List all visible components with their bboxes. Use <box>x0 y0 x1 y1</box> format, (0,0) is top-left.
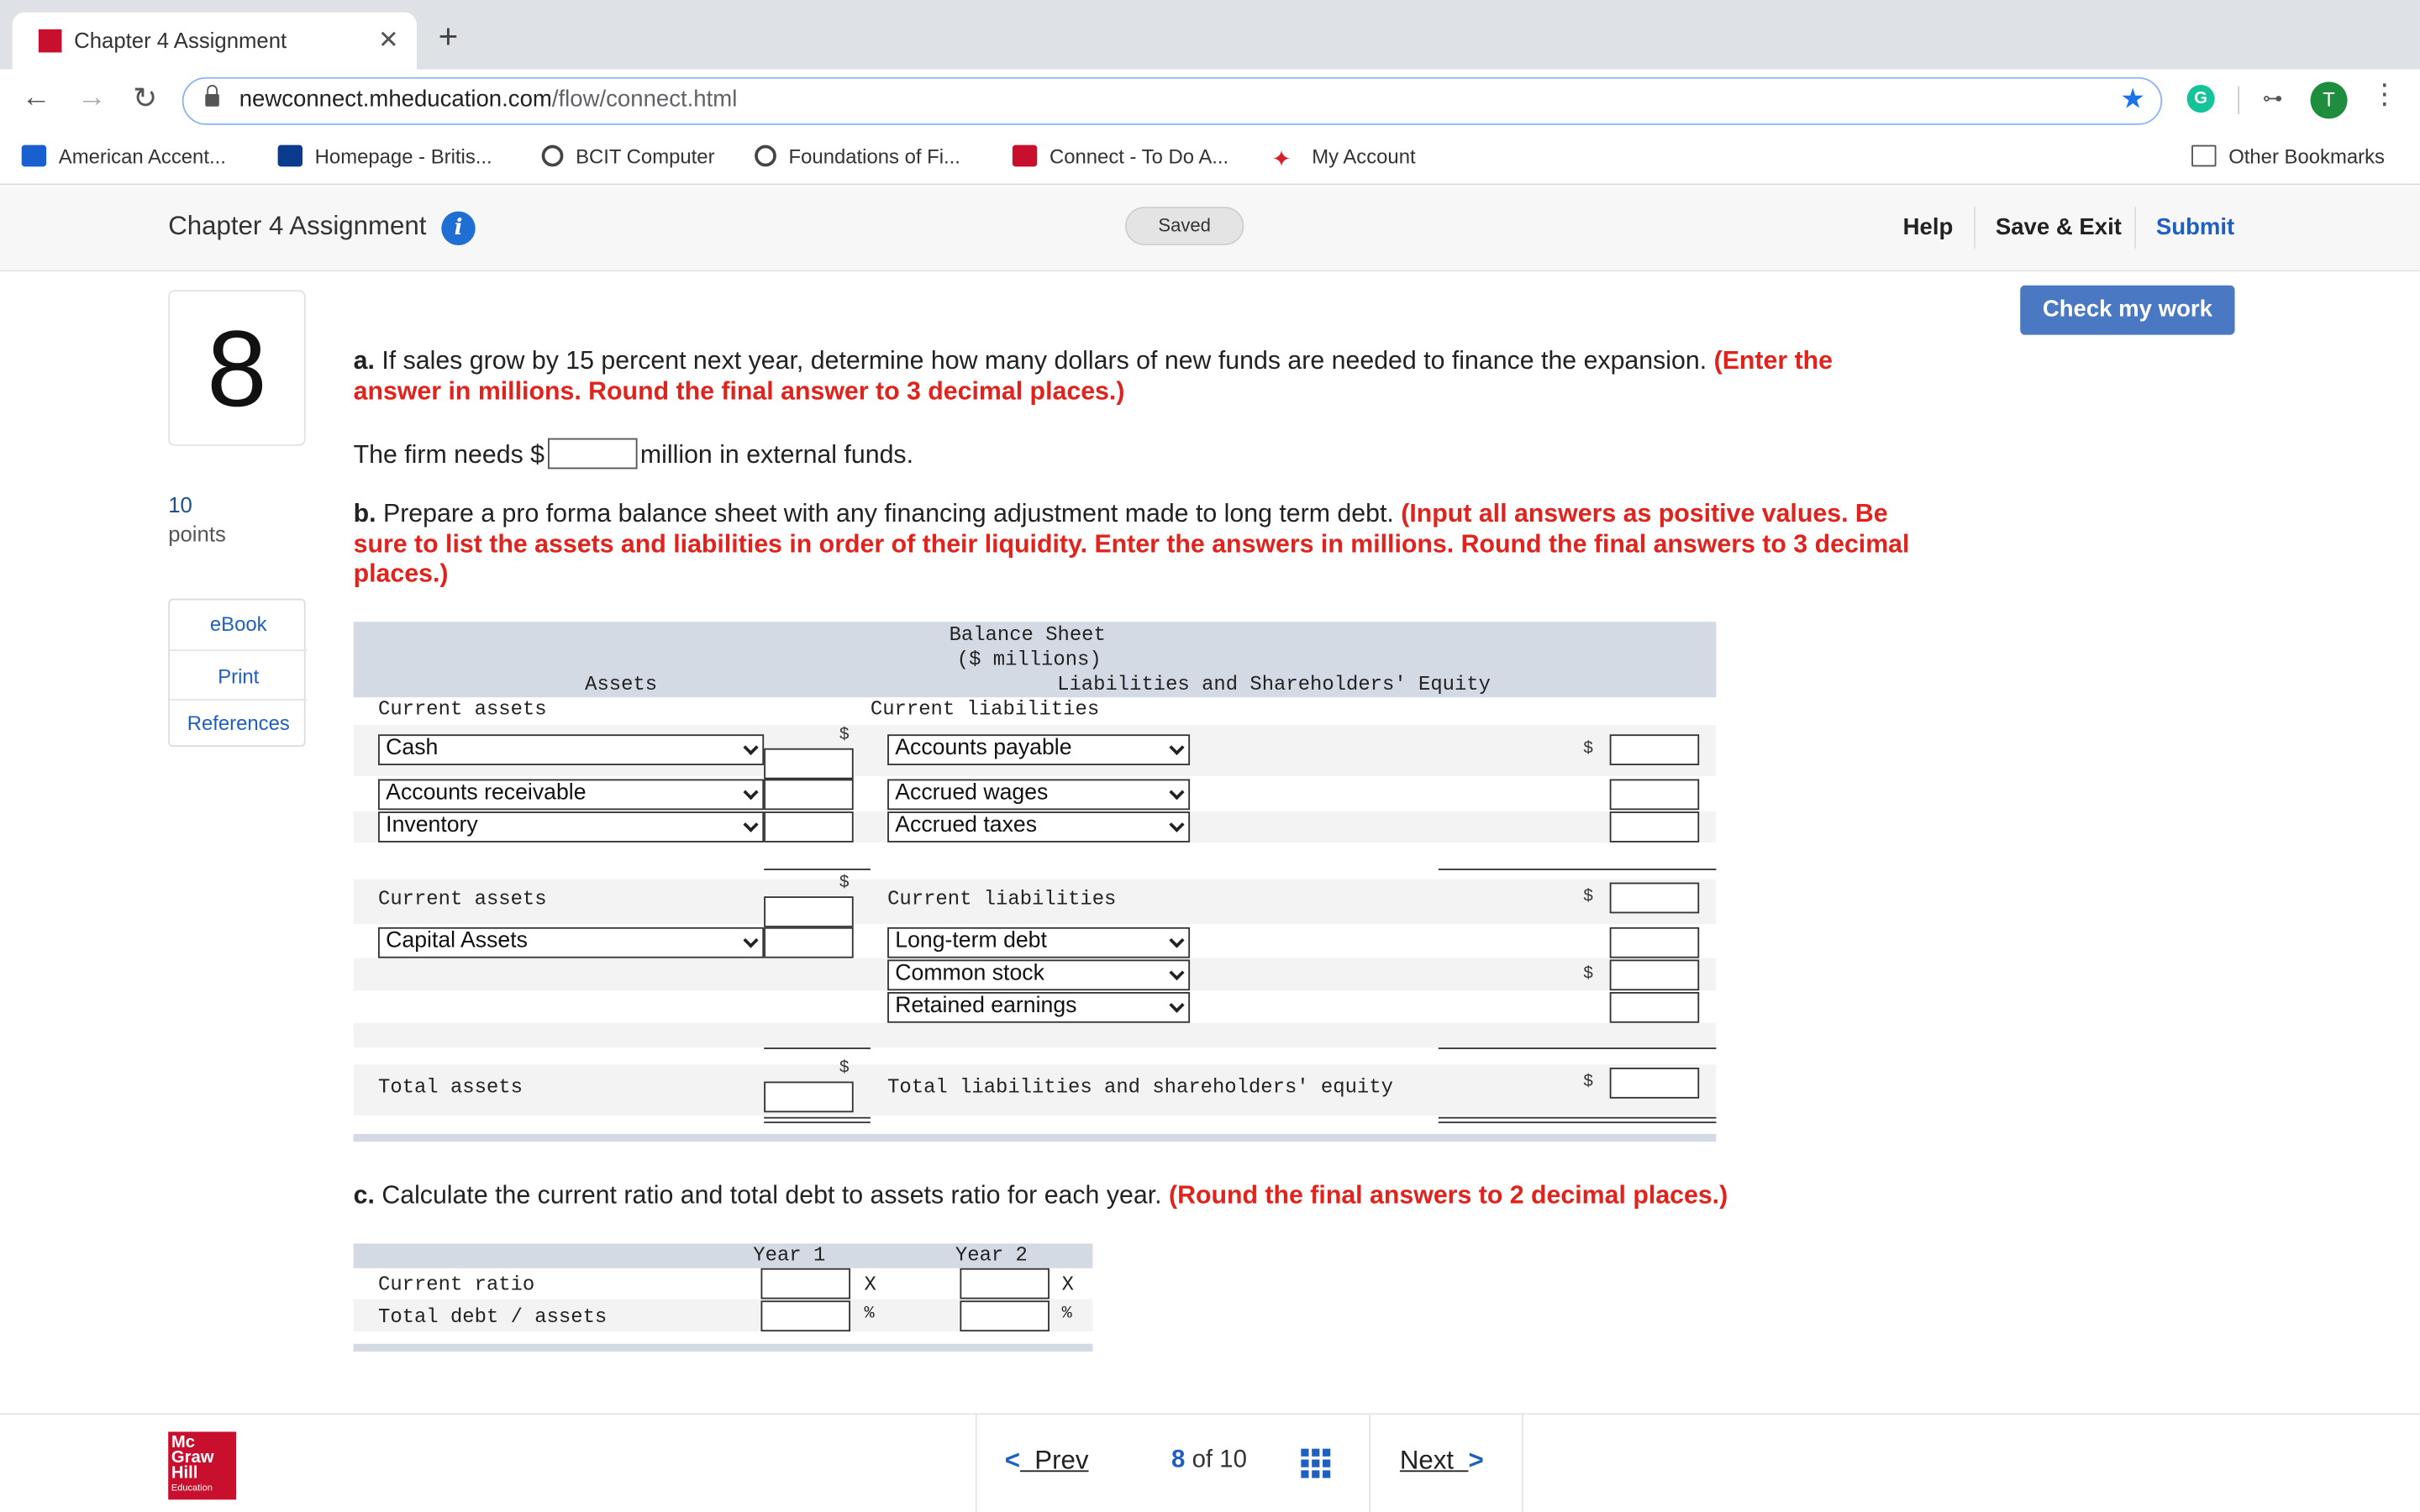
resource-divider <box>170 649 307 651</box>
part-a-answer-line: The firm needs $ million in external funds. <box>354 438 913 471</box>
times-unit: X <box>864 1273 876 1296</box>
dollar-sign: $ <box>1583 963 1593 983</box>
mcgraw-hill-favicon <box>39 29 62 53</box>
chevron-right-icon: > <box>1468 1445 1484 1475</box>
percent-unit: % <box>864 1305 875 1324</box>
dollar-sign: $ <box>1583 887 1593 906</box>
current-ratio-year2-input[interactable] <box>960 1268 1050 1299</box>
key-icon[interactable]: ⊶ <box>2262 86 2283 110</box>
submit-link[interactable]: Submit <box>2155 214 2235 241</box>
chevron-down-icon <box>1169 740 1184 755</box>
times-unit: X <box>1061 1273 1074 1296</box>
retained-earnings-input[interactable] <box>1610 992 1700 1023</box>
resource-divider <box>170 699 307 701</box>
table-row <box>354 1023 1717 1047</box>
browser-menu-icon[interactable]: ⋮ <box>2370 78 2399 110</box>
back-icon[interactable]: ← <box>21 81 51 114</box>
help-link[interactable]: Help <box>1902 214 1954 241</box>
table-bottom-bar <box>354 1134 1717 1142</box>
equity-select-1[interactable]: Long-term debt <box>887 927 1190 958</box>
mcgraw-hill-favicon <box>1013 145 1037 167</box>
current-liabilities-label: Current liabilities <box>870 697 1100 721</box>
current-liabilities-total-input[interactable] <box>1610 883 1700 914</box>
bookmarks-bar <box>0 131 2420 185</box>
header-divider <box>2134 207 2136 249</box>
bookmark-other[interactable]: Other Bookmarks <box>2191 145 2385 169</box>
dollar-sign: $ <box>839 725 850 744</box>
reload-icon[interactable]: ↻ <box>132 83 158 116</box>
bookmark-connect-todo[interactable]: Connect - To Do A... <box>1013 145 1228 169</box>
chevron-down-icon <box>1169 932 1184 948</box>
forward-icon[interactable]: → <box>76 81 107 114</box>
dollar-sign: $ <box>839 1058 850 1078</box>
total-liabilities-equity-label: Total liabilities and shareholders' equity <box>887 1075 1393 1099</box>
address-bar[interactable] <box>182 77 2162 125</box>
external-funds-input[interactable] <box>548 438 638 470</box>
question-grid-icon[interactable] <box>1301 1449 1330 1478</box>
table-bottom-bar <box>354 1344 1093 1352</box>
liability-select-1[interactable]: Accounts payable <box>887 734 1190 765</box>
percent-unit: % <box>1061 1305 1072 1324</box>
total-assets-label: Total assets <box>377 1075 523 1099</box>
assignment-header <box>0 186 2420 271</box>
part-a-prompt: a. If sales grow by 15 percent next year, determine how many dollars of new funds are needed to finance the expansion. (Enter the answer in millions. Round the final answer to 3 decimal places.) <box>353 347 1833 406</box>
balance-sheet-title: Balance Sheet <box>949 623 1106 647</box>
debt-assets-year2-input[interactable] <box>960 1300 1050 1331</box>
target-icon <box>542 145 564 167</box>
dollar-sign: $ <box>1583 1072 1593 1091</box>
bookmark-american-accent[interactable]: American Accent... <box>22 145 226 169</box>
url-text: newconnect.mheducation.com/flow/connect.html <box>239 86 738 113</box>
bookmark-star-icon[interactable]: ★ <box>2120 83 2146 114</box>
points-label: points <box>168 521 226 547</box>
year-1-header: Year 1 <box>753 1243 826 1267</box>
browser-tabstrip <box>0 0 2420 70</box>
assignment-title: Chapter 4 Assignment <box>168 211 427 241</box>
current-ratio-label: Current ratio <box>377 1273 535 1296</box>
current-assets-total-label: Current assets <box>377 887 547 911</box>
common-stock-input[interactable] <box>1610 959 1700 990</box>
question-pager <box>976 1415 1523 1512</box>
part-c-prompt: c. Calculate the current ratio and total debt to assets ratio for each year. (Round the final answers to 2 decimal places.) <box>353 1181 1728 1210</box>
browser-tab[interactable] <box>13 13 417 70</box>
references-link[interactable]: References <box>187 711 290 735</box>
subtotal-rule <box>764 869 871 870</box>
chevron-down-icon <box>743 932 758 948</box>
current-liabilities-total-label: Current liabilities <box>887 887 1117 911</box>
chevron-down-icon <box>1169 965 1184 980</box>
print-link[interactable]: Print <box>218 664 260 689</box>
subtotal-rule <box>1439 869 1717 870</box>
bookmark-my-account[interactable]: ✦ My Account <box>1271 144 1416 173</box>
next-button[interactable]: Next > <box>1399 1445 1484 1475</box>
bookmark-favicon-icon <box>22 145 46 167</box>
bcit-favicon-icon <box>278 145 302 167</box>
lock-icon <box>205 91 219 108</box>
tab-title: Chapter 4 Assignment <box>74 28 287 53</box>
accounts-payable-input[interactable] <box>1610 734 1700 765</box>
equity-select-2[interactable]: Common stock <box>887 959 1190 990</box>
capital-assets-input[interactable] <box>764 927 854 958</box>
points-value: 10 <box>168 491 192 517</box>
toolbar-divider <box>2238 87 2239 114</box>
current-assets-total-input[interactable] <box>764 896 854 927</box>
ebook-link[interactable]: eBook <box>209 612 267 636</box>
chevron-down-icon <box>743 817 758 832</box>
browser-toolbar <box>0 70 2420 131</box>
assets-header: Assets <box>585 672 658 696</box>
liabilities-header: Liabilities and Shareholders' Equity <box>1057 672 1491 696</box>
year-2-header: Year 2 <box>955 1243 1028 1267</box>
long-term-debt-input[interactable] <box>1610 927 1700 958</box>
double-underline <box>764 1121 871 1123</box>
pager-divider <box>1369 1415 1370 1512</box>
maple-leaf-icon: ✦ <box>1271 146 1292 173</box>
saved-status-badge: Saved <box>1125 207 1244 245</box>
cash-value-input[interactable] <box>764 748 854 780</box>
question-number: 8 <box>168 290 305 446</box>
accrued-wages-input[interactable] <box>1610 780 1700 811</box>
bookmark-homepage[interactable]: Homepage - Britis... <box>278 145 492 169</box>
asset-select-1[interactable]: Cash <box>378 734 764 765</box>
bookmark-foundations[interactable]: Foundations of Fi... <box>755 145 960 169</box>
chevron-left-icon: < <box>1004 1445 1020 1475</box>
dollar-sign: $ <box>839 873 850 892</box>
part-b-prompt: b. Prepare a pro forma balance sheet with any financing adjustment made to long term debt. (Input all answers as positive values. Be sure to list the assets and liabilities in order of their liquidity. Enter the answers in millions. Round the final answers to 3 decimal places.) <box>353 500 1910 588</box>
debt-assets-year1-input[interactable] <box>760 1300 850 1331</box>
chevron-down-icon <box>1169 998 1184 1013</box>
debt-assets-label: Total debt / assets <box>377 1305 608 1329</box>
total-rule <box>764 1047 871 1049</box>
balance-sheet-subtitle: ($ millions) <box>956 648 1102 671</box>
save-exit-link[interactable]: Save & Exit <box>1995 214 2122 241</box>
check-my-work-button[interactable]: Check my work <box>2020 286 2234 335</box>
mcgraw-hill-logo: Mc Graw Hill Education <box>168 1431 236 1499</box>
chevron-down-icon <box>1169 817 1184 832</box>
liability-select-2[interactable]: Accrued wages <box>887 780 1190 811</box>
double-underline <box>1439 1117 1717 1119</box>
receivables-value-input[interactable] <box>764 780 854 811</box>
bookmark-bcit-computer[interactable]: BCIT Computer <box>542 145 715 169</box>
capital-assets-select[interactable]: Capital Assets <box>378 927 764 958</box>
prev-button[interactable]: < Prev <box>1004 1445 1089 1475</box>
inventory-value-input[interactable] <box>764 811 854 843</box>
header-divider <box>1974 207 1975 249</box>
chevron-down-icon <box>743 740 758 755</box>
double-underline <box>1439 1121 1717 1123</box>
close-tab-icon[interactable]: ✕ <box>377 28 399 55</box>
current-ratio-year1-input[interactable] <box>760 1268 850 1299</box>
chevron-down-icon <box>743 785 758 800</box>
liability-select-3[interactable]: Accrued taxes <box>887 811 1190 843</box>
current-assets-label: Current assets <box>377 697 547 721</box>
total-rule <box>1439 1047 1717 1049</box>
grammarly-extension-icon[interactable]: G <box>2187 85 2215 113</box>
double-underline <box>764 1117 871 1119</box>
footer <box>0 1413 2420 1512</box>
total-liabilities-equity-input[interactable] <box>1610 1068 1700 1099</box>
page-indicator: 8 of 10 <box>1171 1446 1247 1474</box>
info-icon[interactable]: i <box>441 212 475 245</box>
asset-select-2[interactable]: Accounts receivable <box>378 780 764 811</box>
folder-icon <box>2191 145 2216 167</box>
accrued-taxes-input[interactable] <box>1610 811 1700 843</box>
globe-icon <box>755 145 776 167</box>
dollar-sign: $ <box>1583 738 1593 758</box>
profile-avatar[interactable]: T <box>2311 81 2348 118</box>
new-tab-icon[interactable]: + <box>438 17 459 56</box>
total-assets-input[interactable] <box>764 1082 854 1113</box>
resource-links <box>168 599 305 747</box>
asset-select-3[interactable]: Inventory <box>378 811 764 843</box>
chevron-down-icon <box>1169 785 1184 800</box>
equity-select-3[interactable]: Retained earnings <box>887 992 1190 1023</box>
